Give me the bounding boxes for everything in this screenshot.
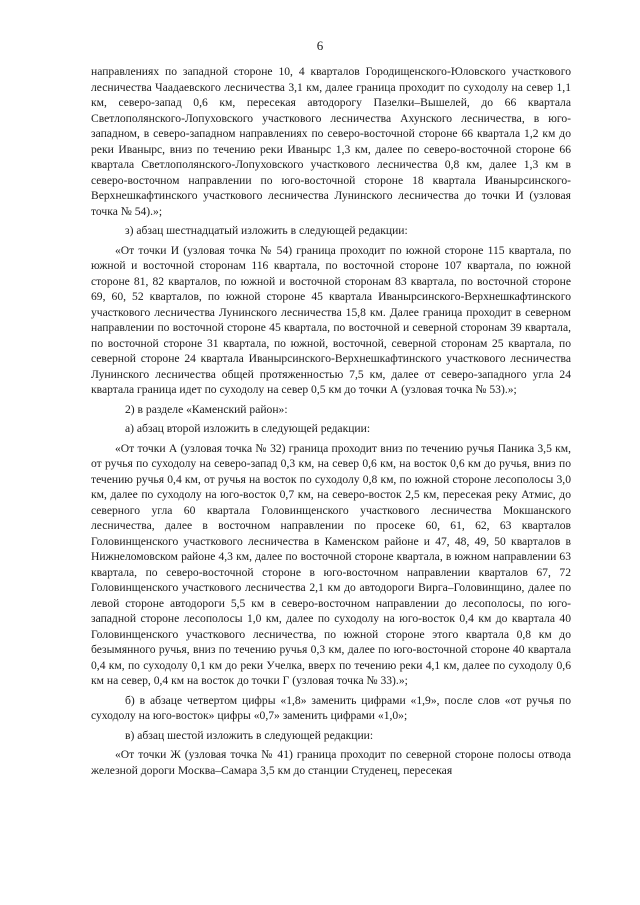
paragraph-quoted-text: «От точки Ж (узловая точка № 41) граница проходит по северной стороне полосы отвода железной дороги Москва–Самара 3,5 км до станции Студенец, пересекая xyxy=(91,748,571,777)
paragraph-instruction-z: з) абзац шестнадцатый изложить в следующей редакции: xyxy=(125,224,408,237)
paragraph-quoted-text: «От точки И (узловая точка № 54) граница проходит по южной стороне 115 квартала, по южной и восточной сторонам 116 квартала, по восточной стороне 107 квартала, по южной стороне 81, 82 кварталов, по южной и восточной сторонам 83 квартала, по восточной стороне 69, 60, 52 кварталов, по южной стороне 45 квартала Иванырсинского-Верхнешкафтинского участкового лесничества Лунинского лесничества 15,8 км. Далее граница проходит в северном направлении по восточной стороне 45 квартала, по восточной и северной сторонам 39 квартала, по восточной стороне 31 квартала, по южной, восточной, северной сторонам 25 квартала, по северной стороне 24 квартала Иванырсинского-Верхнешкафтинского участкового лесничества Лунинского лесничества общей протяженностью 7,5 км, далее от северо-западного угла 24 квартала граница идет по суходолу на север 0,5 км до точки А (узловая точка № 53).»; xyxy=(91,243,571,396)
paragraph-instruction-b: б) в абзаце четвертом цифры «1,8» заменить цифрами «1,9», после слов «от ручья по суходолу на юго-восток» цифры «0,7» заменить цифрами «1,0»; xyxy=(91,693,571,722)
paragraph-section-heading: 2) в разделе «Каменский район»: xyxy=(125,402,288,416)
paragraph-instruction-v: в) абзац шестой изложить в следующей редакции: xyxy=(125,728,374,742)
document-body xyxy=(91,64,571,782)
paragraph-continuation: направлениях по западной стороне 10, 4 кварталов Городищенского-Юловского участкового лесничества Чаадаевского лесничества 3,1 км, далее граница проходит по суходолу на север 1,1 км, северо-запад 0,6 км, пересекая автодорогу Пазелки–Вышелей, до 66 квартала Светлополянского-Лопуховского участкового лесничества Ахунского лесничества, в юго-западном, в северо-западном направлениях по северо-восточной стороне 66 квартала 1,2 км до реки Иванырс, вниз по течению реки Иванырс 1,3 км, далее по северо-восточной стороне 66 квартала Светлополянского-Лопуховского участкового лесничества 0,8 км, далее 1,3 км в северо-восточном направлении по юго-восточной стороне 18 квартала Иванырсинского-Верхнешкафтинского участкового лесничества Лунинского лесничества до точки И (узловая точка № 54).»; xyxy=(91,65,571,218)
paragraph-quoted-text: «От точки А (узловая точка № 32) граница проходит вниз по течению ручья Паника 3,5 км, от ручья по суходолу на северо-запад 0,3 км, на север 0,6 км, на восток 0,6 км до ручья, вниз по течению ручья 0,4 км, от ручья на восток по суходолу 0,8 км, по южной стороне лесополосы 3,0 км, далее по суходолу на юго-восток 0,7 км, на северо-восток 2,5 км, пересекая реку Атмис, до северного угла 60 квартала Головинщенского участкового лесничества Мокшанского лесничества, далее в восточном направлении по просеке 60, 61, 62, 63 кварталов Головинщенского участкового лесничества в Каменском районе и 47, 48, 49, 50 кварталов в Нижнеломовском районе 4,3 км, далее по восточной стороне квартала, в южном направлении 63 квартала, по северо-восточной стороне в юго-восточном направлении кварталов 67, 72 Головинщенского участкового лесничества 2,1 км до автодороги Вирга–Головинщино, далее по левой стороне автодороги 5,5 км в северо-восточном направлении до лесополосы, по юго-западной стороне лесополосы 1,0 км, далее по суходолу на юго-восток 0,4 км до квартала 40 Головинщенского участкового лесничества, по южной стороне этого квартала 0,8 км до безымянного ручья, вниз по течению ручья 0,3 км, далее по юго-восточной стороне 40 квартала 0,4 км, по суходолу 0,1 км до реки Учелка, вверх по течению реки 4,1 км, далее по суходолу 0,6 км на север, 0,4 км на восток до точки Г (узловая точка № 33).»; xyxy=(91,441,571,687)
paragraph-instruction-a: а) абзац второй изложить в следующей редакции: xyxy=(125,422,371,435)
page-number: 6 xyxy=(316,38,324,53)
